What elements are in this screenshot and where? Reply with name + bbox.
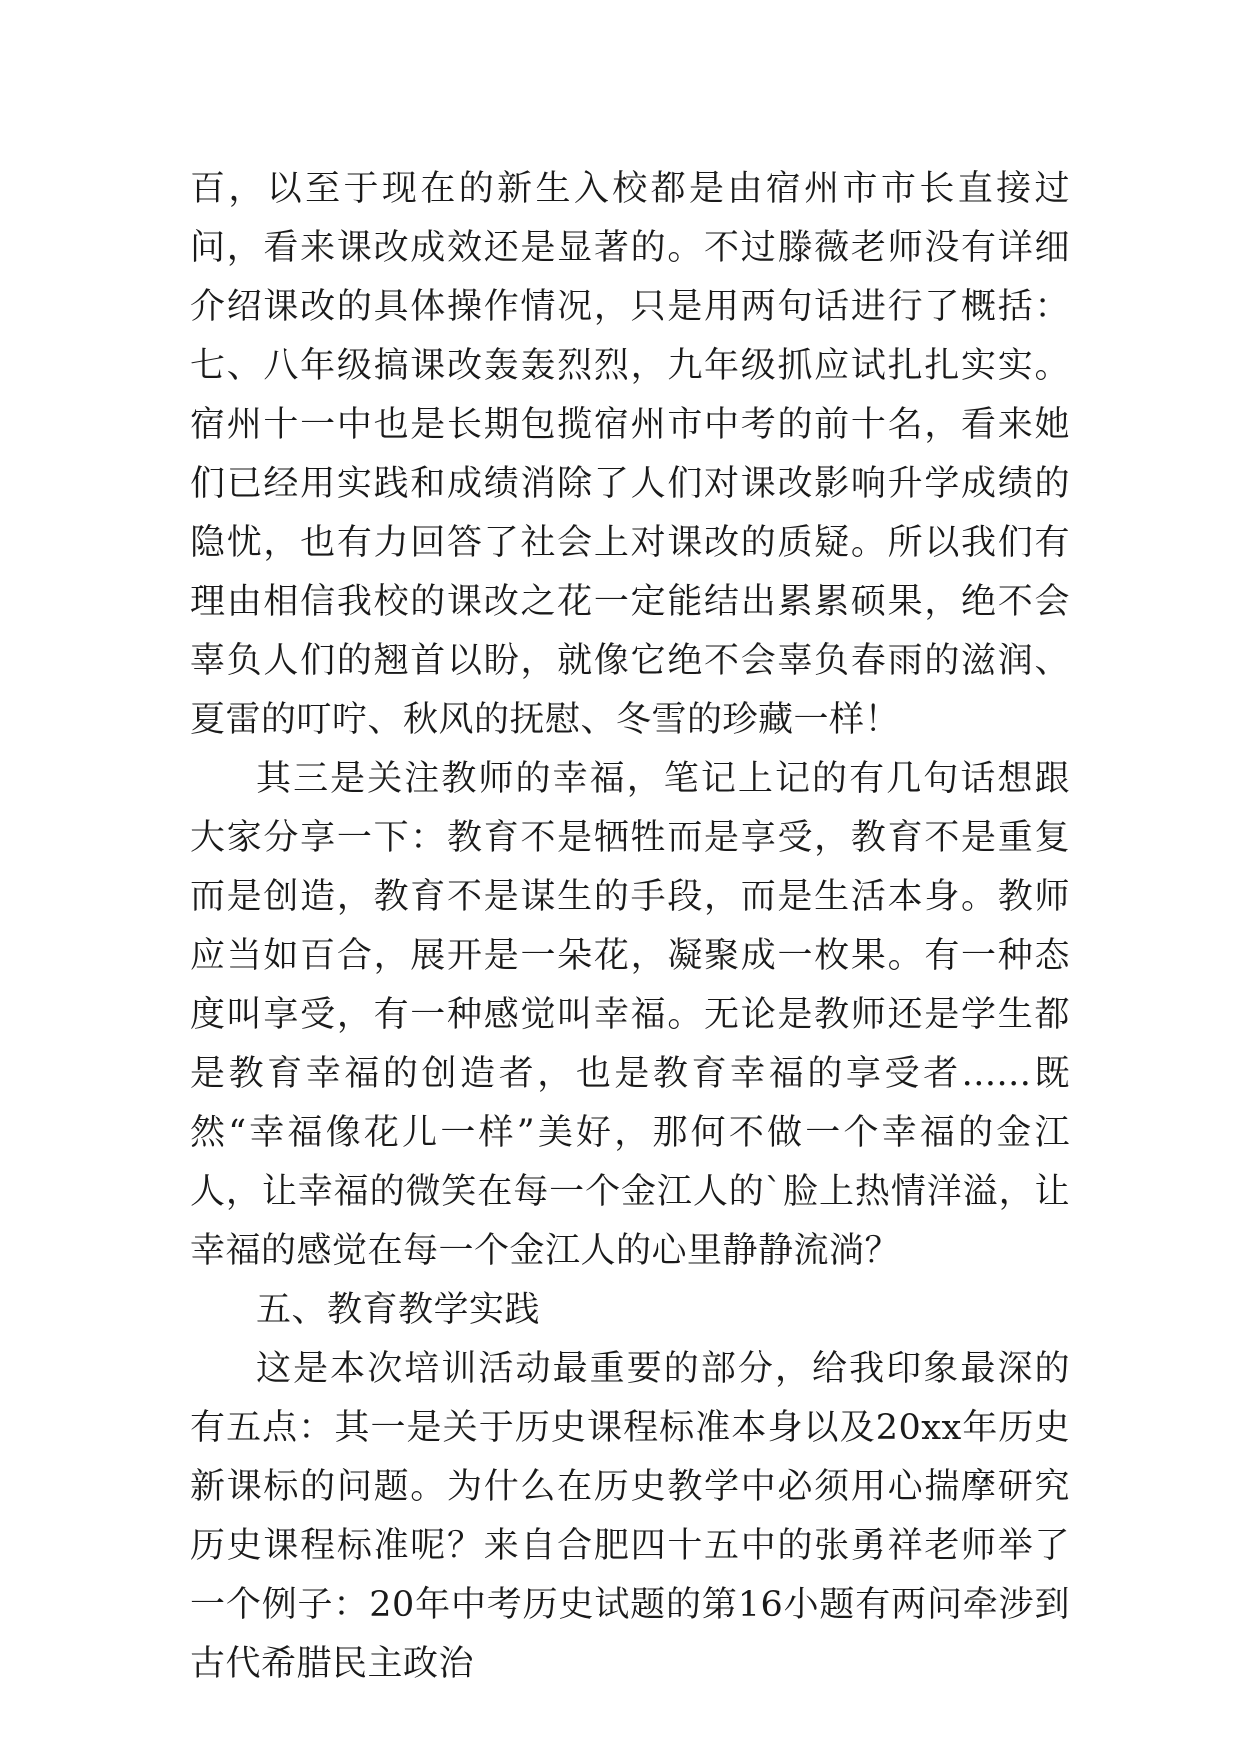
paragraph-course-reform: 百，以至于现在的新生入校都是由宿州市市长直接过问，看来课改成效还是显著的。不过滕薇老师没有详细介绍课改的具体操作情况，只是用两句话进行了概括：七、八年级搞课改轰轰烈烈，九年级抓应试扎扎实实。宿州十一中也是长期包揽宿州市中考的前十名，看来她们已经用实践和成绩消除了人们对课改影响升学成绩的隐忧，也有力回答了社会上对课改的质疑。所以我们有理由相信我校的课改之花一定能结出累累硕果，绝不会辜负人们的翘首以盼，就像它绝不会辜负春雨的滋润、夏雷的叮咛、秋风的抚慰、冬雪的珍藏一样！ <box>190 169 1070 740</box>
paragraph-teacher-happiness: 其三是关注教师的幸福，笔记上记的有几句话想跟大家分享一下：教育不是牺牲而是享受，教育不是重复而是创造，教育不是谋生的手段，而是生活本身。教师应当如百合，展开是一朵花，凝聚成一枚果。有一种态度叫享受，有一种感觉叫幸福。无论是教师还是学生都是教育幸福的创造者，也是教育幸福的享受者......既然“幸福像花儿一样”美好，那何不做一个幸福的金江人，让幸福的微笑在每一个金江人的`脸上热情洋溢，让幸福的感觉在每一个金江人的心里静静流淌？ <box>190 759 1070 1271</box>
paragraph-curriculum-standards: 这是本次培训活动最重要的部分，给我印象最深的有五点：其一是关于历史课程标准本身以及20xx年历史新课标的问题。为什么在历史教学中必须用心揣摩研究历史课程标准呢？来自合肥四十五中的张勇祥老师举了一个例子：20年中考历史试题的第16小题有两问牵涉到古代希腊民主政治 <box>190 1349 1071 1684</box>
document-body <box>190 160 1070 1694</box>
section-heading-teaching-practice: 五、教育教学实践 <box>256 1290 541 1330</box>
